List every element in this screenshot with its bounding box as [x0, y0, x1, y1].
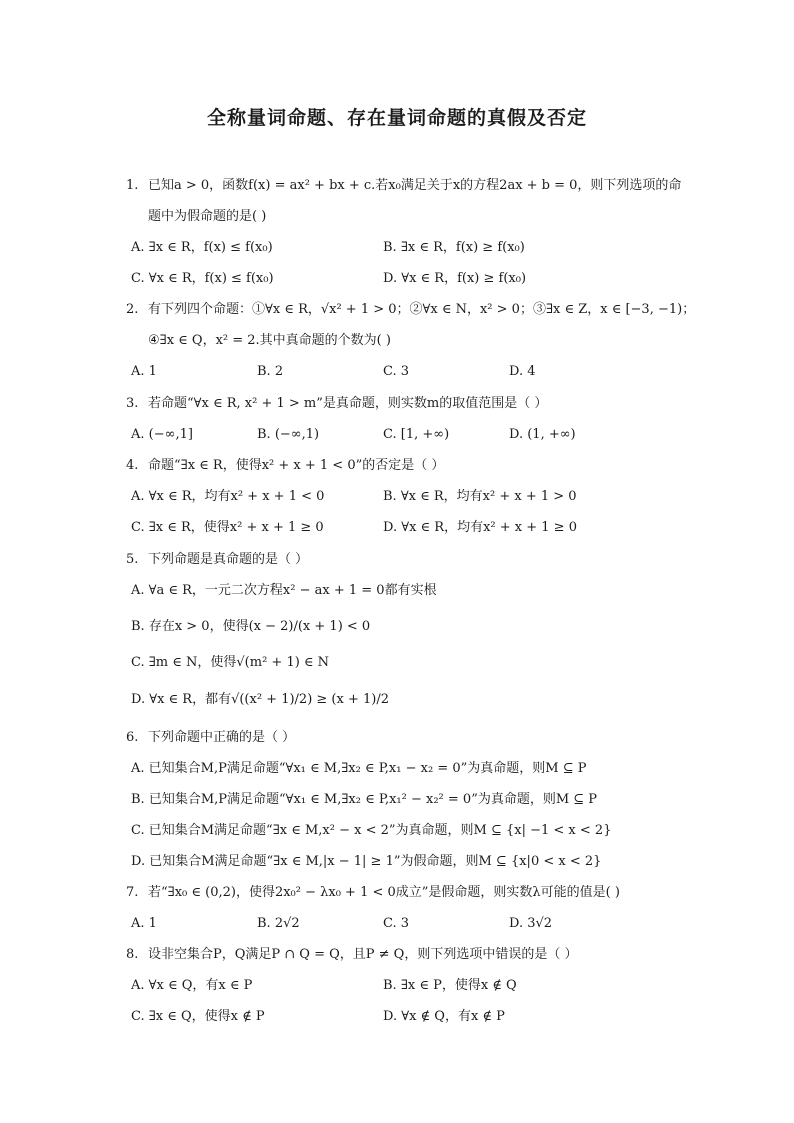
question-text: 有下列四个命题：①∀x ∈ R，√x² + 1 > 0；②∀x ∈ N，x² > 0；③∃x ∈ Z，x ∈ [−3, −1)； — [148, 302, 696, 317]
question-text: 下列命题中正确的是（ ） — [148, 730, 296, 745]
option-b: B. 2 — [257, 364, 284, 379]
question-number: 3. — [126, 396, 139, 411]
option-c: C. 已知集合M满足命题“∃x ∈ M,x² − x < 2”为真命题，则M ⊆ {x| −1 < x < 2} — [131, 823, 612, 838]
question-text-continued: ④∃x ∈ Q，x² = 2.其中真命题的个数为( ) — [148, 333, 391, 348]
question-text-continued: 题中为假命题的是( ) — [148, 209, 267, 224]
option-c: C. [1, +∞) — [383, 427, 450, 442]
question-number: 7. — [126, 885, 139, 900]
option-a: A. ∃x ∈ R，f(x) ≤ f(x₀) — [131, 240, 273, 255]
question-text: 若命题“∀x ∈ R, x² + 1 > m”是真命题，则实数m的取值范围是（ ） — [148, 396, 548, 411]
option-b: B. 2√2 — [257, 916, 300, 931]
question-1 — [126, 178, 681, 194]
option-c: C. ∃x ∈ Q，使得x ∉ P — [131, 1009, 265, 1024]
option-d: D. ∀x ∈ R，f(x) ≥ f(x₀) — [383, 271, 527, 286]
question-number: 4. — [126, 458, 139, 473]
option-a: A. ∀a ∈ R，一元二次方程x² − ax + 1 = 0都有实根 — [131, 583, 437, 598]
question-3 — [126, 396, 547, 412]
option-d: D. 4 — [509, 364, 536, 379]
option-c: C. 3 — [383, 364, 410, 379]
question-number: 2. — [126, 302, 139, 317]
option-b: B. (−∞,1) — [257, 427, 320, 442]
option-b: B. ∃x ∈ R，f(x) ≥ f(x₀) — [383, 240, 525, 255]
question-text: 若“∃x₀ ∈ (0,2)，使得2x₀² − λx₀ + 1 < 0成立”是假命题，则实数λ可能的值是( ) — [148, 885, 620, 900]
option-b: B. 存在x > 0，使得(x − 2)/(x + 1) < 0 — [131, 619, 371, 634]
question-7 — [126, 885, 620, 901]
question-number: 6. — [126, 730, 139, 745]
question-5 — [126, 552, 308, 568]
option-a: A. 1 — [131, 916, 157, 931]
option-c: C. ∃m ∈ N，使得√(m² + 1) ∈ N — [131, 655, 330, 670]
question-text: 设非空集合P，Q满足P ∩ Q = Q，且P ≠ Q，则下列选项中错误的是（ ） — [148, 947, 578, 962]
option-b: B. ∀x ∈ R，均有x² + x + 1 > 0 — [383, 489, 577, 504]
question-number: 1. — [126, 178, 139, 193]
option-d: D. 3√2 — [509, 916, 553, 931]
question-2 — [126, 302, 695, 318]
option-a: A. 已知集合M,P满足命题“∀x₁ ∈ M,∃x₂ ∈ P,x₁ − x₂ = 0”为真命题，则M ⊆ P — [131, 761, 587, 776]
option-d: D. ∀x ∈ R，均有x² + x + 1 ≥ 0 — [383, 520, 577, 535]
option-c: C. 3 — [383, 916, 410, 931]
question-text: 下列命题是真命题的是（ ） — [148, 552, 309, 567]
option-d: D. ∀x ∉ Q，有x ∉ P — [383, 1009, 505, 1024]
question-4 — [126, 458, 444, 474]
question-number: 5. — [126, 552, 139, 567]
option-a: A. 1 — [131, 364, 157, 379]
question-text: 命题“∃x ∈ R，使得x² + x + 1 < 0”的否定是（ ） — [148, 458, 445, 473]
option-d: D. (1, +∞) — [509, 427, 576, 442]
option-d: D. 已知集合M满足命题“∃x ∈ M,|x − 1| ≥ 1”为假命题，则M ⊆ {x|0 < x < 2} — [131, 854, 602, 869]
option-b: B. 已知集合M,P满足命题“∀x₁ ∈ M,∃x₂ ∈ P,x₁² − x₂² = 0”为真命题，则M ⊆ P — [131, 792, 598, 807]
question-number: 8. — [126, 947, 139, 962]
question-text: 已知a > 0，函数f(x) = ax² + bx + c.若x₀满足关于x的方程2ax + b = 0，则下列选项的命 — [148, 178, 682, 193]
question-8 — [126, 947, 577, 963]
option-d: D. ∀x ∈ R，都有√((x² + 1)/2) ≥ (x + 1)/2 — [131, 692, 389, 707]
option-a: A. (−∞,1] — [131, 427, 193, 442]
option-c: C. ∀x ∈ R，f(x) ≤ f(x₀) — [131, 271, 274, 286]
option-a: A. ∀x ∈ Q，有x ∈ P — [131, 978, 253, 993]
option-b: B. ∃x ∈ P，使得x ∉ Q — [383, 978, 517, 993]
option-a: A. ∀x ∈ R，均有x² + x + 1 < 0 — [131, 489, 325, 504]
page-title: 全称量词命题、存在量词命题的真假及否定 — [206, 107, 587, 129]
option-c: C. ∃x ∈ R，使得x² + x + 1 ≥ 0 — [131, 520, 324, 535]
question-6 — [126, 730, 295, 746]
